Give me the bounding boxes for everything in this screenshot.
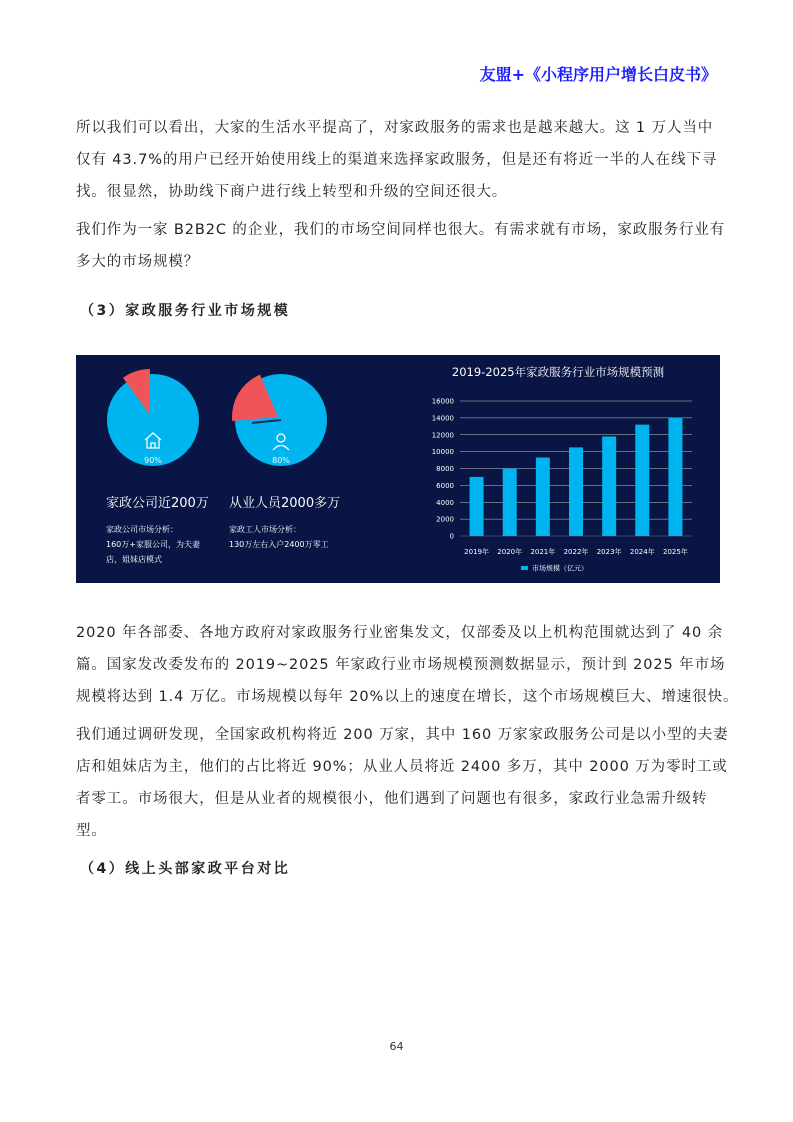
paragraph-4: 我们通过调研发现，全国家政机构将近 200 万家，其中 160 万家家政服务公司是以小型的夫妻 店和姐妹店为主，他们的占比将近 90%；从业人员将近 2400 多万，其中 2000 万为零时工或 者零工。市场很大，但是从业者的规模很小，他们遇到了问题也有很多，家政行业急需升级转 型。	[76, 727, 729, 839]
workers-desc-line: 家政工人市场分析：	[229, 525, 301, 534]
bar-2020年	[503, 469, 517, 537]
y-tick-label: 4000	[436, 498, 454, 507]
x-tick-label: 2020年	[497, 548, 523, 556]
x-tick-label: 2024年	[629, 548, 655, 556]
pie-percent-label: 80%	[272, 456, 290, 465]
bar-2022年	[569, 447, 583, 536]
y-tick-label: 6000	[436, 481, 454, 490]
chart-x-axis	[464, 547, 688, 556]
y-tick-label: 10000	[431, 448, 454, 457]
paragraph-3: 2020 年各部委、各地方政府对家政服务行业密集发文，仅部委及以上机构范围就达到了 40 余 篇。国家发改委发布的 2019~2025 年家政行业市场规模预测数据显示，预计到 2025 年市场 规模将达到 1.4 万亿。市场规模以每年 20%以上的速度在增长，这个市场规模巨大、增速很快。	[76, 625, 739, 705]
companies-desc-line: 店，姐妹店模式	[106, 555, 162, 564]
bar-2024年	[635, 425, 649, 536]
y-tick-label: 0	[449, 532, 454, 541]
x-tick-label: 2025年	[663, 548, 688, 556]
x-tick-label: 2021年	[530, 548, 556, 556]
market-infographic	[76, 355, 720, 583]
infographic-svg	[76, 355, 720, 583]
y-tick-label: 2000	[436, 515, 454, 524]
y-tick-label: 16000	[431, 397, 454, 406]
header-title: 友盟+《小程序用户增长白皮书》	[479, 65, 717, 84]
workers-title: 从业人员2000多万	[229, 496, 341, 511]
bar-2021年	[536, 458, 550, 536]
bar-2019年	[470, 477, 484, 536]
page-number: 64	[389, 1040, 404, 1053]
legend-swatch	[521, 566, 528, 570]
chart-title: 2019-2025年家政服务行业市场规模预测	[451, 365, 665, 379]
bar-2023年	[602, 436, 616, 536]
legend-label: 市场规模（亿元）	[532, 564, 588, 573]
pie-percent-label: 90%	[144, 456, 162, 465]
section-heading-3: （3）家政服务行业市场规模	[80, 303, 291, 319]
companies-desc-line: 160万+家服公司，为夫妻	[106, 540, 200, 549]
paragraph-2: 我们作为一家 B2B2C 的企业，我们的市场空间同样也很大。有需求就有市场，家政服务行业有 多大的市场规模？	[76, 222, 726, 270]
y-tick-label: 12000	[431, 431, 454, 440]
x-tick-label: 2022年	[563, 548, 589, 556]
pie-main-slice	[107, 374, 199, 466]
companies-desc-line: 家政公司市场分析：	[106, 525, 178, 534]
section-heading-4: （4）线上头部家政平台对比	[80, 861, 291, 877]
workers-desc-line: 130万左右入户2400万零工	[229, 540, 329, 549]
x-tick-label: 2019年	[464, 548, 489, 556]
paragraph-1: 所以我们可以看出，大家的生活水平提高了，对家政服务的需求也是越来越大。这 1 万人当中 仅有 43.7%的用户已经开始使用线上的渠道来选择家政服务，但是还有将近一半的人在线下寻 找。很显然，协助线下商户进行线上转型和升级的空间还很大。	[76, 120, 718, 200]
x-tick-label: 2023年	[596, 548, 622, 556]
y-tick-label: 8000	[436, 465, 454, 473]
y-tick-label: 14000	[431, 414, 454, 423]
companies-title: 家政公司近200万	[106, 496, 209, 511]
bar-2025年	[668, 418, 682, 536]
